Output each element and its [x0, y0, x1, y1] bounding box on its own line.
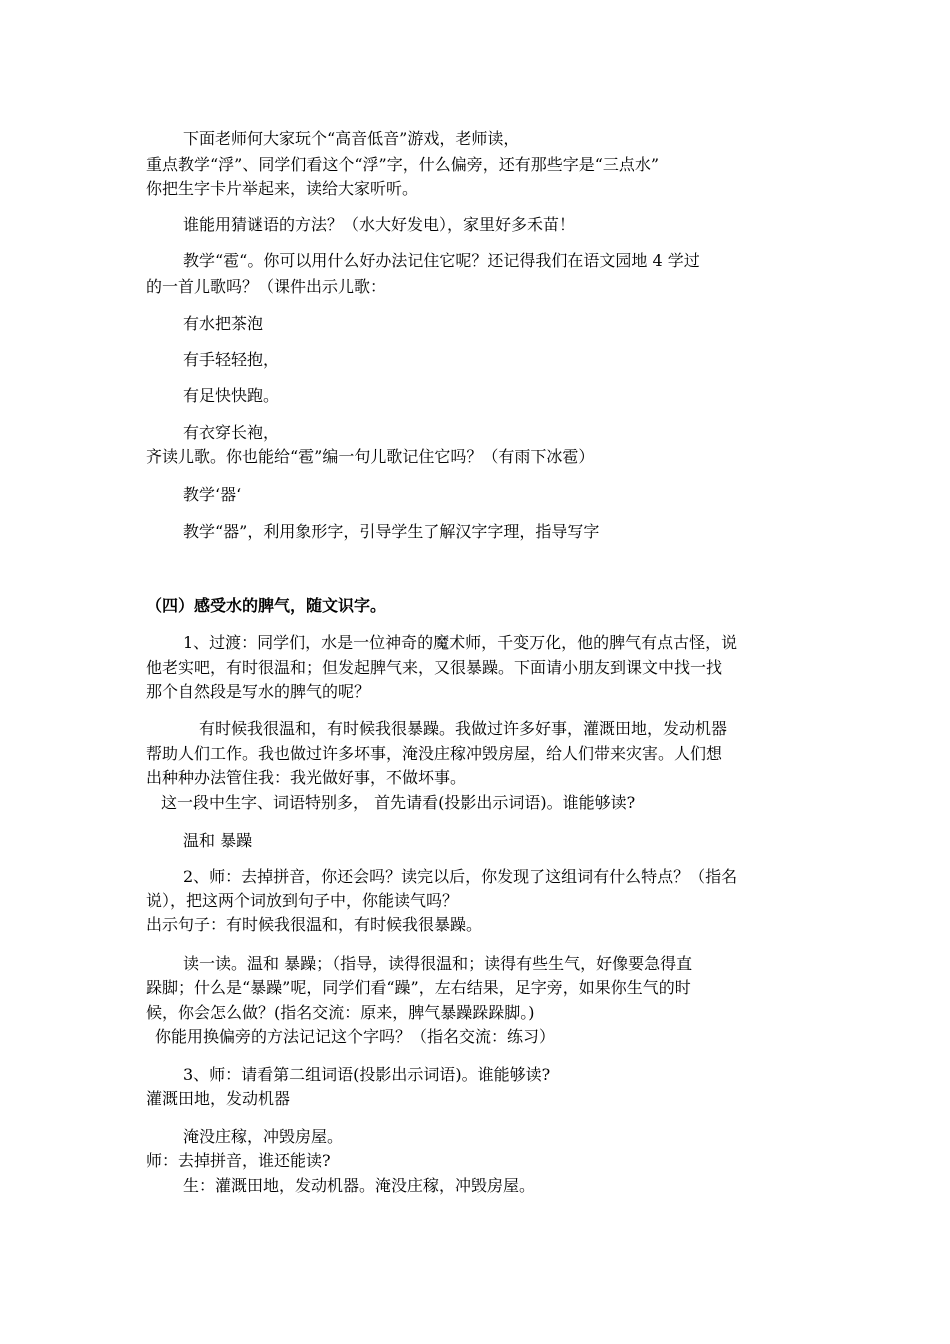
text-line: 有手轻轻抱， — [183, 350, 280, 369]
text-line: 灌溉田地，发动机器 — [146, 1089, 291, 1108]
text-line: 谁能用猜谜语的方法？（水大好发电），家里好多禾苗！ — [183, 215, 576, 234]
text-line: 他老实吧，有时很温和；但发起脾气来，又很暴躁。下面请小朋友到课文中找一找 — [146, 658, 723, 677]
text-line: 有时候我很温和，有时候我很暴躁。我做过许多好事，灌溉田地，发动机器 — [199, 719, 728, 738]
text-line: 淹没庄稼，冲毁房屋。 — [183, 1127, 344, 1146]
text-line: 读一读。温和 暴躁；（指导，读得很温和；读得有些生气，好像要急得直 — [183, 954, 693, 973]
text-line: 说），把这两个词放到句子中，你能读气吗？ — [146, 891, 459, 910]
text-line: 有水把茶泡 — [183, 314, 264, 333]
text-line: 帮助人们工作。我也做过许多坏事，淹没庄稼冲毁房屋，给人们带来灾害。人们想 — [146, 744, 723, 763]
text-line: 2、师：去掉拼音，你还会吗？读完以后，你发现了这组词有什么特点？（指名 — [183, 867, 738, 886]
text-line: 教学“雹“。你可以用什么好办法记住它呢？还记得我们在语文园地 4 学过 — [183, 251, 700, 270]
text-line: 你把生字卡片举起来，读给大家听听。 — [146, 179, 419, 198]
text-line: 下面老师何大家玩个“高音低音”游戏，老师读， — [183, 129, 520, 148]
text-line: 那个自然段是写水的脾气的呢？ — [146, 682, 371, 701]
text-line: 这一段中生字、词语特别多， 首先请看(投影出示词语)。谁能够读? — [161, 793, 636, 812]
text-line: 3、师：请看第二组词语(投影出示词语)。谁能够读? — [183, 1065, 551, 1084]
text-line: 候，你会怎么做？(指名交流：原来，脾气暴躁跺跺脚。) — [146, 1003, 535, 1022]
text-line: 有衣穿长袍， — [183, 423, 280, 442]
text-line: 温和 暴躁 — [183, 831, 253, 850]
section-heading: （四）感受水的脾气，随文识字。 — [146, 596, 387, 615]
text-line: 生：灌溉田地，发动机器。淹没庄稼，冲毁房屋。 — [183, 1176, 536, 1195]
text-line: 重点教学“浮”、同学们看这个“浮”字，什么偏旁，还有那些字是“三点水” — [146, 155, 660, 174]
text-line: 师：去掉拼音，谁还能读? — [146, 1151, 331, 1170]
text-line: 出种种办法管住我：我光做好事，不做坏事。 — [146, 768, 467, 787]
text-line: 1、过渡：同学们，水是一位神奇的魔术师，千变万化，他的脾气有点古怪，说 — [183, 633, 738, 652]
text-line: 你能用换偏旁的方法记记这个字吗？（指名交流：练习） — [155, 1027, 556, 1046]
text-line: 跺脚；什么是“暴躁”呢，同学们看“躁”，左右结果，足字旁，如果你生气的时 — [146, 978, 691, 997]
text-line: 齐读儿歌。你也能给“雹”编一句儿歌记住它吗？（有雨下冰雹） — [146, 447, 595, 466]
text-line: 有足快快跑。 — [183, 386, 280, 405]
text-line: 教学‘器‘ — [183, 485, 242, 504]
text-line: 的一首儿歌吗？（课件出示儿歌： — [146, 277, 387, 296]
text-line: 教学“器”，利用象形字，引导学生了解汉字字理，指导写字 — [183, 522, 600, 541]
text-line: 出示句子：有时候我很温和，有时候我很暴躁。 — [146, 915, 483, 934]
